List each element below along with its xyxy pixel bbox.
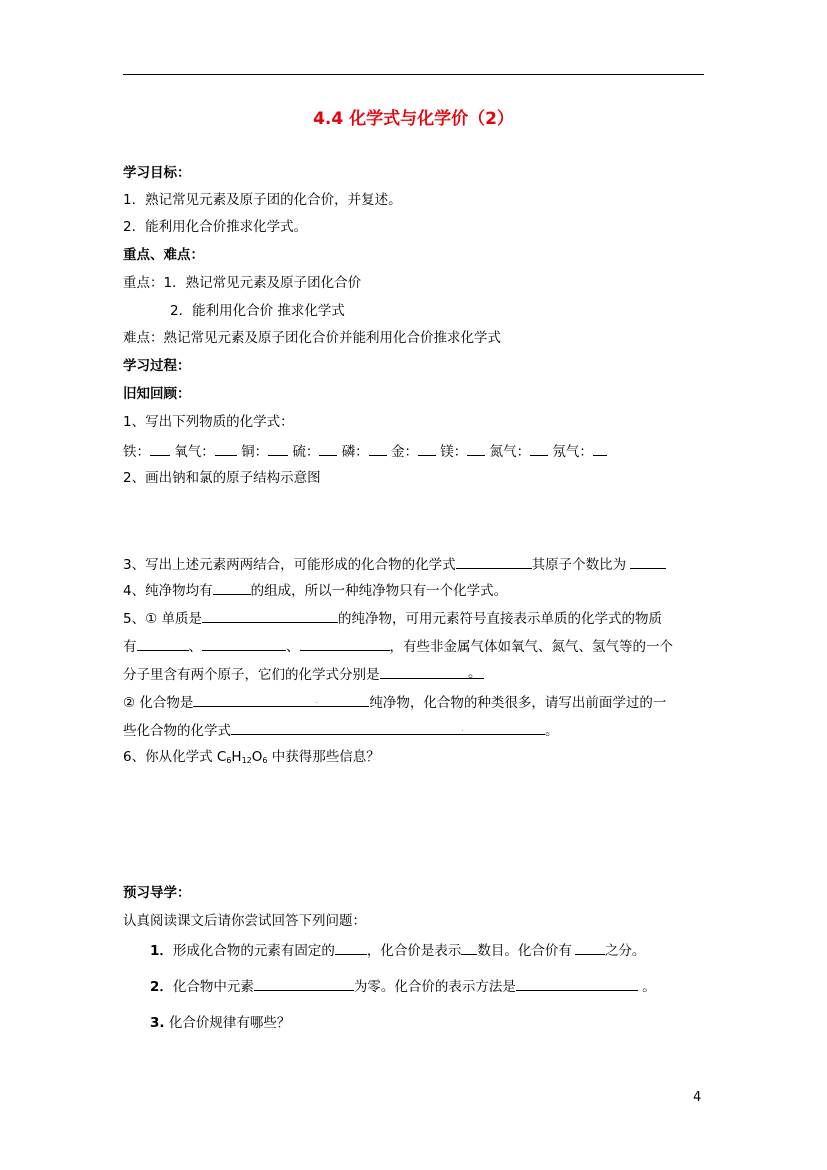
review-q5-line3: 分子里含有两个原子，它们的化学式分别是 。 xyxy=(123,665,482,683)
answer-blank xyxy=(530,441,548,456)
review-heading: 旧知回顾： xyxy=(123,386,191,402)
key-points-heading: 重点、难点： xyxy=(123,247,204,263)
answer-blank xyxy=(467,441,485,456)
review-q5-line2: 有 、 、 ，有些非金属气体如氧气、氮气、氢气等的一个 xyxy=(123,636,673,656)
page-number: 4 xyxy=(693,1090,702,1105)
answer-blank xyxy=(202,636,286,651)
substance-label: 氮气： xyxy=(489,444,531,460)
substance-label: 磷： xyxy=(341,444,369,460)
substance-label: 铜： xyxy=(241,444,269,460)
substance-label: 金： xyxy=(390,444,418,460)
answer-blank xyxy=(593,441,607,456)
answer-blank xyxy=(215,441,237,456)
answer-blank xyxy=(202,608,338,623)
review-q1: 1、写出下列物质的化学式： xyxy=(123,414,294,430)
review-q3: 3、写出上述元素两两结合，可能形成的化合物的化学式 其原子个数比为 xyxy=(123,554,666,574)
review-q5-line5: 些化合物的化学式 . 。 xyxy=(123,720,559,740)
answer-blank xyxy=(319,441,337,456)
answer-blank xyxy=(335,940,367,955)
review-q5-line4: ② 化合物是 . 纯净物，化合物的种类很多，请写出前面学过的一 xyxy=(123,692,666,712)
preview-q1: 1．形成化合物的元素有固定的 ，化合价是表示 数目。化合价有 之分。 xyxy=(150,940,645,960)
substance-label: 氧气： xyxy=(174,444,215,460)
substance-label: 镁： xyxy=(440,444,468,460)
objective-item-2: 2．能利用化合价推求化学式。 xyxy=(123,219,308,235)
review-q4: 4、纯净物均有 的组成，所以一种纯净物只有一个化学式。 xyxy=(123,580,507,600)
answer-blank xyxy=(268,441,288,456)
difficulty: 难点：熟记常见元素及原子团化合价并能利用化合价推求化学式 xyxy=(123,330,501,346)
answer-blank xyxy=(418,441,436,456)
review-q5-line1: 5、① 单质是 的纯净物，可用元素符号直接表示单质的化学式的物质 xyxy=(123,608,662,628)
preview-heading: 预习导学： xyxy=(123,885,191,901)
review-q2: 2、画出钠和氯的原子结构示意图 xyxy=(123,470,321,486)
key-point-1: 重点：1．熟记常见元素及原子团化合价 xyxy=(123,275,362,291)
preview-intro: 认真阅读课文后请你尝试回答下列问题： xyxy=(123,913,366,929)
answer-blank xyxy=(150,441,170,456)
process-heading: 学习过程： xyxy=(123,358,191,374)
objectives-heading: 学习目标： xyxy=(123,165,191,181)
answer-blank: 。 xyxy=(380,664,484,679)
answer-blank xyxy=(213,580,251,595)
answer-blank: . xyxy=(231,720,545,735)
answer-blank xyxy=(575,940,605,955)
substance-row xyxy=(123,441,607,461)
answer-blank xyxy=(516,976,638,991)
review-q6: 6、你从化学式 $C_6H_{12}O_6$ 中获得那些信息？ xyxy=(123,749,380,765)
header-rule xyxy=(123,74,704,75)
preview-q3: 3. 化合价规律有哪些？ xyxy=(150,1015,291,1031)
objective-item-1: 1．熟记常见元素及原子团的化合价，并复述。 xyxy=(123,192,402,208)
answer-blank xyxy=(461,940,477,955)
answer-blank xyxy=(137,636,189,651)
answer-blank xyxy=(254,976,354,991)
key-point-2: 2．能利用化合价 推求化学式 xyxy=(170,303,345,319)
answer-blank xyxy=(369,441,387,456)
answer-blank: . xyxy=(193,692,369,707)
answer-blank xyxy=(300,636,390,651)
answer-blank xyxy=(630,554,666,569)
substance-label: 铁： xyxy=(123,444,150,460)
substance-label: 氖气： xyxy=(552,444,593,460)
substance-label: 硫： xyxy=(292,444,320,460)
preview-q2: 2．化合物中元素 为零。化合价的表示方法是 。 xyxy=(150,976,656,996)
answer-blank xyxy=(456,554,532,569)
page-title: 4.4 化学式与化学价（2） xyxy=(313,109,514,129)
